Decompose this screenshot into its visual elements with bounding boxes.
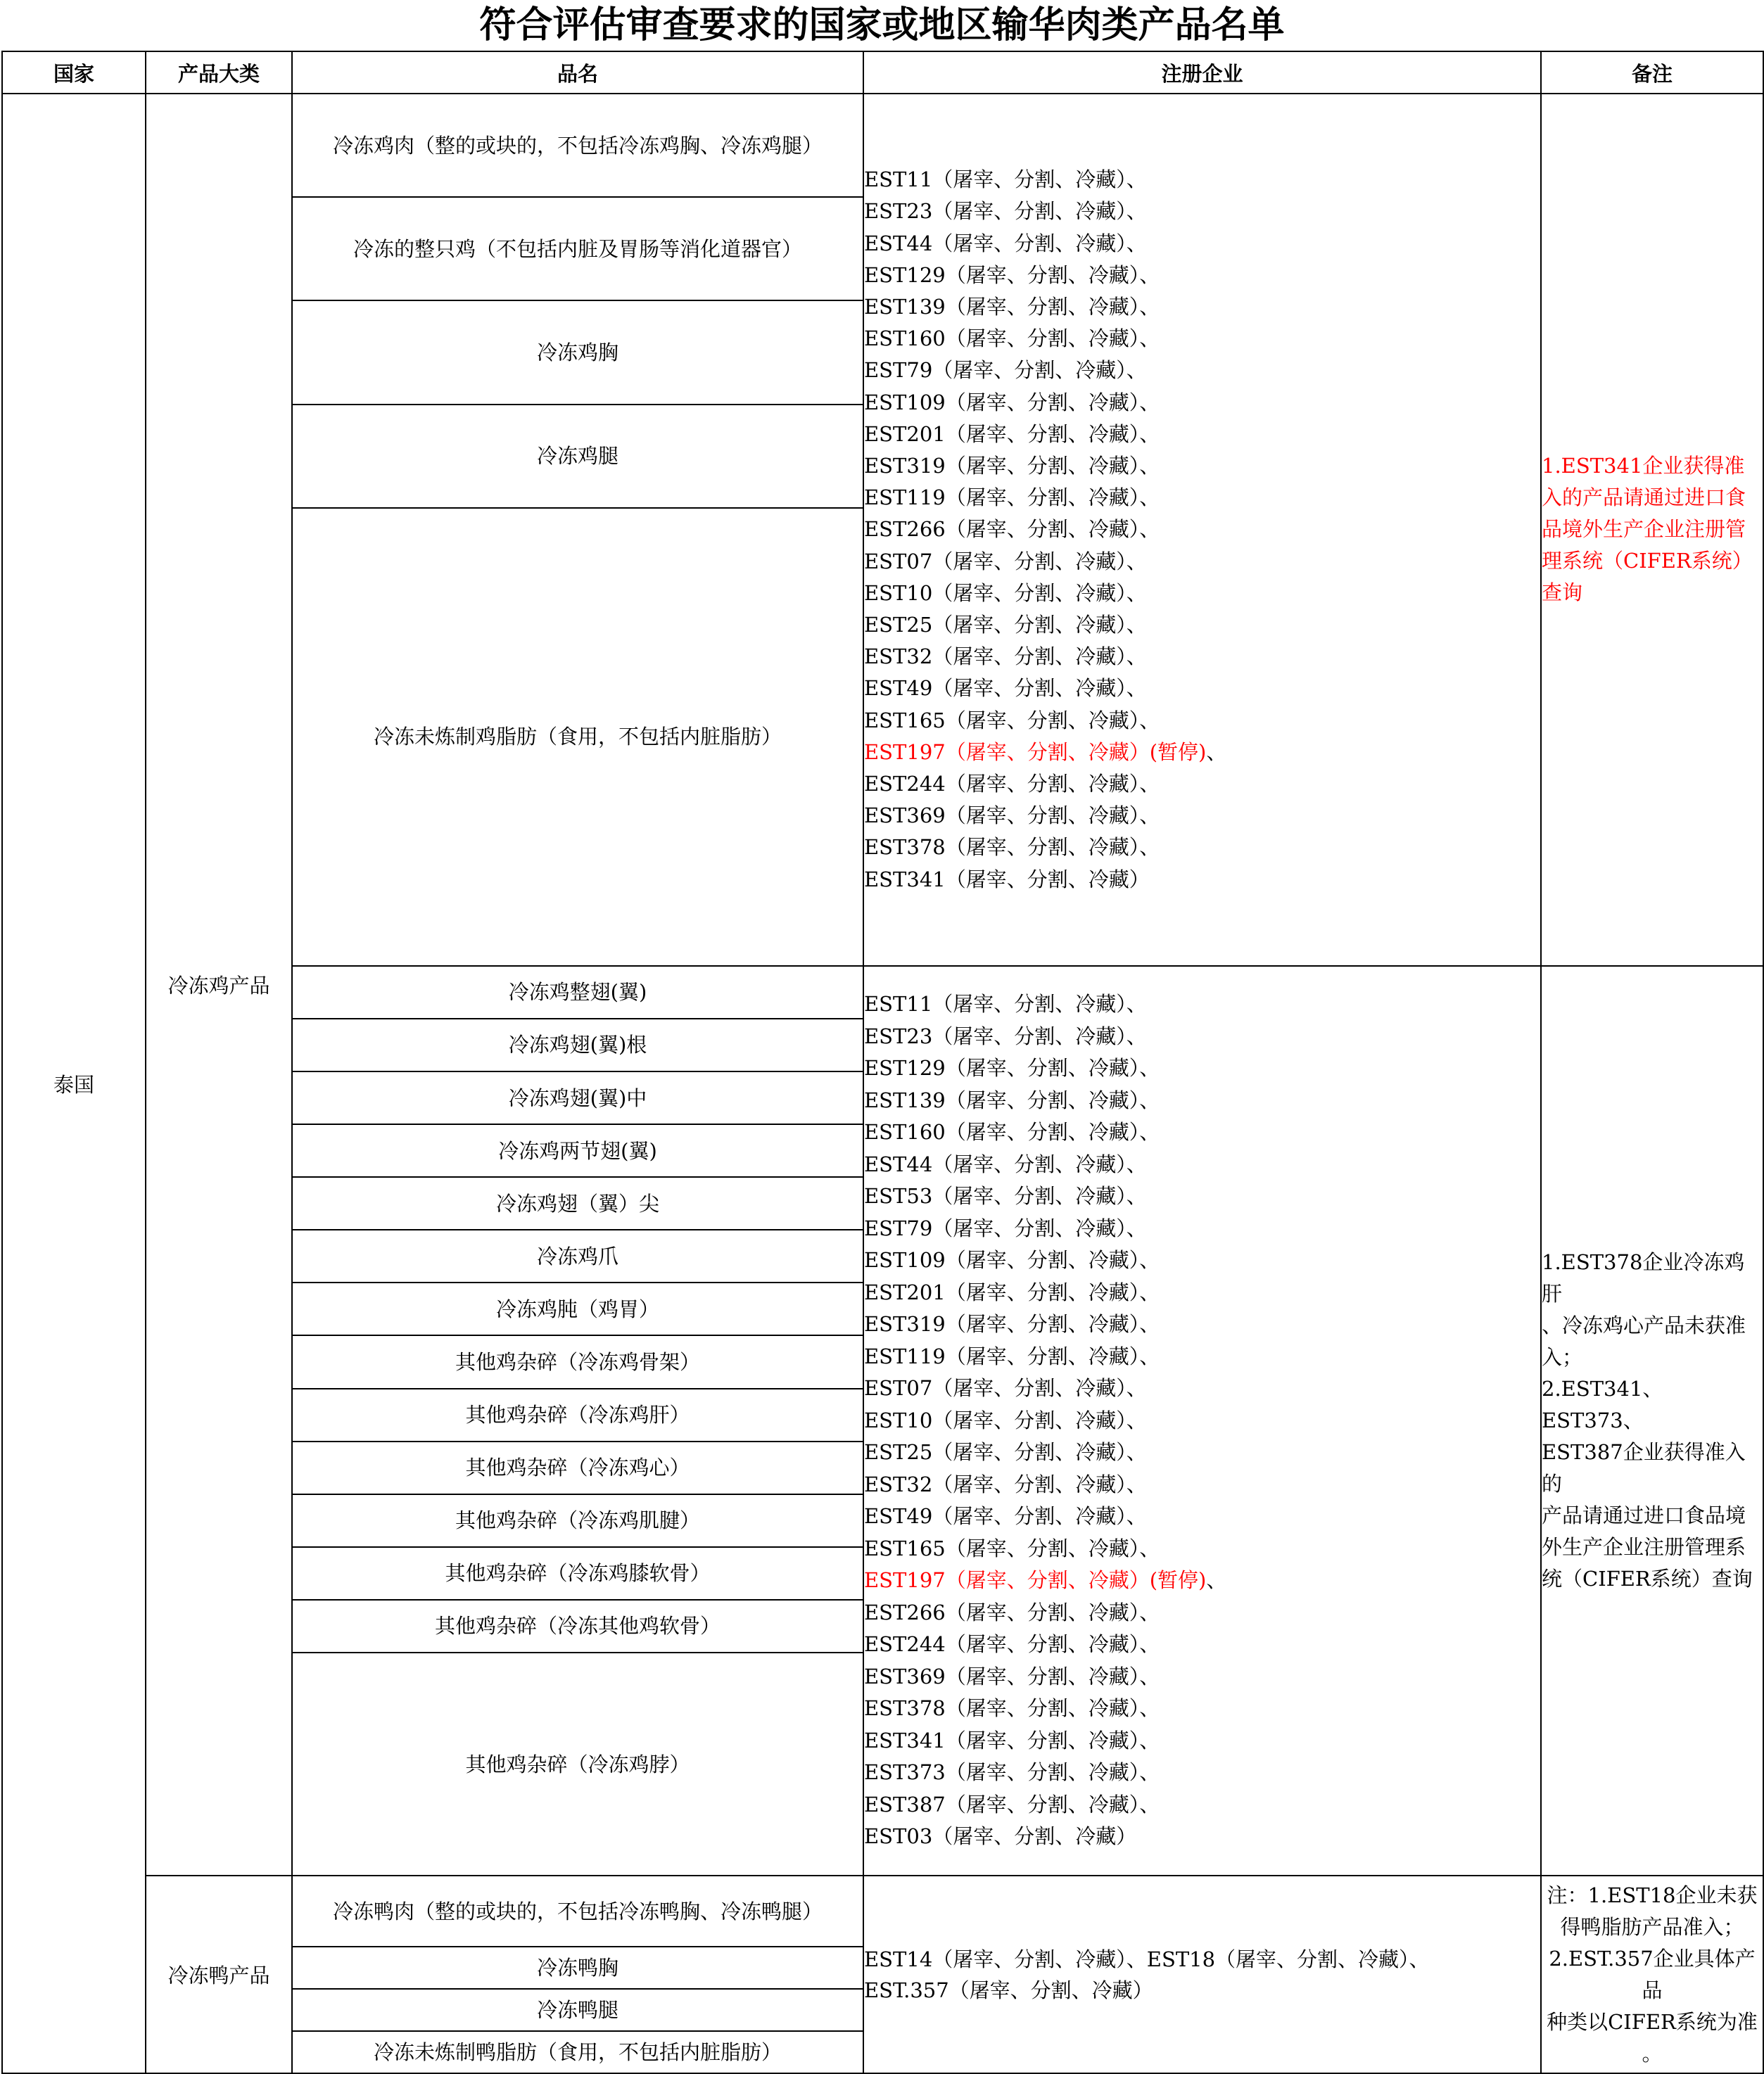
- remark-group3: [1541, 1876, 1763, 2073]
- enterprise-line: EST244（屠宰、分割、冷藏）、: [864, 1632, 1160, 1657]
- product-name: 冷冻鸡翅(翼)中: [292, 1071, 863, 1124]
- enterprise-line: EST378（屠宰、分割、冷藏）、: [864, 1696, 1160, 1721]
- enterprise-line: EST319（屠宰、分割、冷藏）、: [864, 1312, 1160, 1337]
- enterprise-line: EST49（屠宰、分割、冷藏）、: [864, 1504, 1147, 1529]
- enterprise-line: EST201（屠宰、分割、冷藏）、: [864, 421, 1160, 446]
- enterprise-line: EST266（屠宰、分割、冷藏）、: [864, 517, 1160, 542]
- enterprise-line: EST10（屠宰、分割、冷藏）、: [864, 580, 1147, 605]
- enterprise-line: EST341（屠宰、分割、冷藏）: [864, 867, 1150, 891]
- enterprise-line: EST369（屠宰、分割、冷藏）、: [864, 1664, 1160, 1688]
- remark-line: 种类以CIFER系统为准: [1547, 2009, 1758, 2034]
- product-name: 其他鸡杂碎（冷冻鸡骨架）: [292, 1335, 863, 1388]
- header-remarks: 备注: [1541, 51, 1763, 94]
- suspended-enterprise: EST197（屠宰、分割、冷藏）(暂停): [864, 739, 1207, 764]
- product-name: 冷冻鸭胸: [292, 1947, 863, 1989]
- table-row: [2, 1876, 1763, 1946]
- product-name: 冷冻鸡肫（鸡胃）: [292, 1283, 863, 1335]
- enterprise-line: EST23（屠宰、分割、冷藏）、: [864, 199, 1147, 224]
- remark-line: 、冷冻鸡心产品未获准: [1542, 1313, 1746, 1338]
- enterprise-line: EST11（屠宰、分割、冷藏）、: [864, 167, 1147, 192]
- enterprise-line: EST53（屠宰、分割、冷藏）、: [864, 1184, 1147, 1209]
- enterprise-line: EST244（屠宰、分割、冷藏）、: [864, 771, 1160, 796]
- enterprise-line: EST139（屠宰、分割、冷藏）、: [864, 294, 1160, 319]
- product-name: 其他鸡杂碎（冷冻鸡肌腱）: [292, 1494, 863, 1547]
- table-row: [2, 94, 1763, 197]
- enterprise-line: EST160（屠宰、分割、冷藏）、: [864, 326, 1160, 351]
- enterprise-line: EST165（屠宰、分割、冷藏）、: [864, 1536, 1160, 1560]
- enterprise-line: EST160（屠宰、分割、冷藏）、: [864, 1120, 1160, 1145]
- enterprise-line: EST25（屠宰、分割、冷藏）、: [864, 612, 1147, 637]
- enterprise-line: EST165（屠宰、分割、冷藏）、: [864, 708, 1160, 732]
- enterprise-line: EST.357（屠宰、分割、冷藏）: [864, 1978, 1153, 2002]
- enterprise-line: EST03（屠宰、分割、冷藏）: [864, 1824, 1137, 1849]
- remark-line: 入；: [1542, 1345, 1583, 1370]
- product-name: 冷冻鸡翅（翼）尖: [292, 1177, 863, 1230]
- remark-group2: [1541, 966, 1763, 1876]
- enterprise-line: EST10（屠宰、分割、冷藏）、: [864, 1408, 1147, 1432]
- separator: 、: [1206, 1568, 1227, 1593]
- product-name: 冷冻未炼制鸭脂肪（食用，不包括内脏脂肪）: [292, 2031, 863, 2073]
- enterprise-line: EST44（屠宰、分割、冷藏）、: [864, 1152, 1147, 1176]
- separator: 、: [1206, 739, 1227, 764]
- product-name: 冷冻鸭肉（整的或块的，不包括冷冻鸭胸、冷冻鸭腿）: [292, 1876, 863, 1946]
- enterprise-line: EST14（屠宰、分割、冷藏）、EST18（屠宰、分割、冷藏）、: [864, 1947, 1430, 1971]
- product-name: 冷冻鸡爪: [292, 1230, 863, 1283]
- enterprise-line: EST109（屠宰、分割、冷藏）、: [864, 1248, 1160, 1273]
- enterprise-line: EST119（屠宰、分割、冷藏）、: [864, 1344, 1160, 1368]
- document-title: 符合评估审查要求的国家或地区输华肉类产品名单: [479, 4, 1285, 46]
- enterprise-list-group3: [863, 1876, 1541, 2073]
- header-product: 品名: [292, 51, 863, 94]
- country-cell: 泰国: [2, 94, 146, 2073]
- enterprise-line: EST341（屠宰、分割、冷藏）、: [864, 1728, 1160, 1752]
- enterprise-line: EST11（屠宰、分割、冷藏）、: [864, 992, 1147, 1017]
- product-name: 其他鸡杂碎（冷冻其他鸡软骨）: [292, 1600, 863, 1653]
- product-name: 冷冻鸡腿: [292, 405, 863, 508]
- enterprise-lines: [864, 988, 1540, 1853]
- product-name: 其他鸡杂碎（冷冻鸡膝软骨）: [292, 1547, 863, 1600]
- remark-group1: [1541, 94, 1763, 966]
- remark-line: 1.EST378企业冷冻鸡肝: [1542, 1250, 1745, 1306]
- remark-lines: [1542, 1880, 1763, 2070]
- remark-line: 。: [1642, 2041, 1663, 2066]
- enterprise-line: [864, 737, 1540, 768]
- enterprise-lines: [864, 164, 1540, 896]
- enterprise-line: EST109（屠宰、分割、冷藏）、: [864, 390, 1160, 414]
- product-name: 其他鸡杂碎（冷冻鸡肝）: [292, 1389, 863, 1442]
- header-category: 产品大类: [146, 51, 292, 94]
- remark-line: 产品请通过进口食品境: [1542, 1503, 1746, 1528]
- remark-line: 注：1.EST18企业未获: [1547, 1883, 1758, 1907]
- enterprise-line: EST129（屠宰、分割、冷藏）、: [864, 1056, 1160, 1081]
- product-name: 冷冻鸡翅(翼)根: [292, 1019, 863, 1071]
- remark-line: 2.EST.357企业具体产品: [1549, 1946, 1756, 2002]
- enterprise-line: EST25（屠宰、分割、冷藏）、: [864, 1440, 1147, 1465]
- enterprise-line: [864, 1565, 1540, 1597]
- remark-text: 1.EST341企业获得准入的产品请通过进口食品境外生产企业注册管理系统（CIFER系统）查询: [1542, 454, 1753, 605]
- enterprise-line: EST44（屠宰、分割、冷藏）、: [864, 231, 1147, 255]
- enterprise-line: EST32（屠宰、分割、冷藏）、: [864, 1472, 1147, 1496]
- enterprise-line: EST373（屠宰、分割、冷藏）、: [864, 1760, 1160, 1785]
- enterprise-line: EST387（屠宰、分割、冷藏）、: [864, 1792, 1160, 1817]
- enterprise-line: EST49（屠宰、分割、冷藏）、: [864, 676, 1147, 701]
- product-name: 冷冻鸡整翅(翼): [292, 966, 863, 1019]
- enterprise-list-group2: [863, 966, 1541, 1876]
- remark-line: 外生产企业注册管理系: [1542, 1535, 1746, 1560]
- enterprise-line: EST266（屠宰、分割、冷藏）、: [864, 1600, 1160, 1624]
- suspended-enterprise: EST197（屠宰、分割、冷藏）(暂停): [864, 1568, 1207, 1593]
- enterprise-line: EST07（屠宰、分割、冷藏）、: [864, 1376, 1147, 1401]
- product-name: 冷冻未炼制鸡脂肪（食用，不包括内脏脂肪）: [292, 508, 863, 966]
- enterprise-line: EST79（屠宰、分割、冷藏）、: [864, 358, 1147, 383]
- meat-product-table: [1, 51, 1764, 2074]
- remark-line: 2.EST341、EST373、: [1542, 1377, 1663, 1433]
- product-name: 冷冻鸡肉（整的或块的，不包括冷冻鸡胸、冷冻鸡腿）: [292, 94, 863, 197]
- category-chicken: 冷冻鸡产品: [146, 94, 292, 1876]
- enterprise-line: EST139（屠宰、分割、冷藏）、: [864, 1088, 1160, 1112]
- enterprise-line: EST201（屠宰、分割、冷藏）、: [864, 1280, 1160, 1304]
- product-name: 冷冻鸭腿: [292, 1989, 863, 2031]
- remark-lines: [1542, 1247, 1763, 1595]
- enterprise-line: EST119（屠宰、分割、冷藏）、: [864, 485, 1160, 510]
- header-enterprise: 注册企业: [863, 51, 1541, 94]
- remark-line: EST387企业获得准入的: [1542, 1440, 1746, 1496]
- product-name: 冷冻鸡胸: [292, 300, 863, 404]
- enterprise-line: EST07（屠宰、分割、冷藏）、: [864, 549, 1147, 573]
- enterprise-line: EST79（屠宰、分割、冷藏）、: [864, 1216, 1147, 1240]
- enterprise-line: EST378（屠宰、分割、冷藏）、: [864, 835, 1160, 860]
- remark-line: 统（CIFER系统）查询: [1542, 1567, 1753, 1591]
- enterprise-line: EST369（屠宰、分割、冷藏）、: [864, 803, 1160, 828]
- enterprise-list-group1: [863, 94, 1541, 966]
- header-row: [2, 51, 1763, 94]
- enterprise-line: EST129（屠宰、分割、冷藏）、: [864, 262, 1160, 287]
- enterprise-line: EST319（屠宰、分割、冷藏）、: [864, 453, 1160, 478]
- product-name: 其他鸡杂碎（冷冻鸡脖）: [292, 1653, 863, 1876]
- product-name: 冷冻的整只鸡（不包括内脏及胃肠等消化道器官）: [292, 197, 863, 300]
- enterprise-line: EST32（屠宰、分割、冷藏）、: [864, 644, 1147, 669]
- category-duck: 冷冻鸭产品: [146, 1876, 292, 2073]
- enterprise-line: EST23（屠宰、分割、冷藏）、: [864, 1024, 1147, 1048]
- product-name: 冷冻鸡两节翅(翼): [292, 1124, 863, 1177]
- remark-line: 得鸭脂肪产品准入；: [1560, 1914, 1744, 1939]
- header-country: 国家: [2, 51, 146, 94]
- product-name: 其他鸡杂碎（冷冻鸡心）: [292, 1442, 863, 1494]
